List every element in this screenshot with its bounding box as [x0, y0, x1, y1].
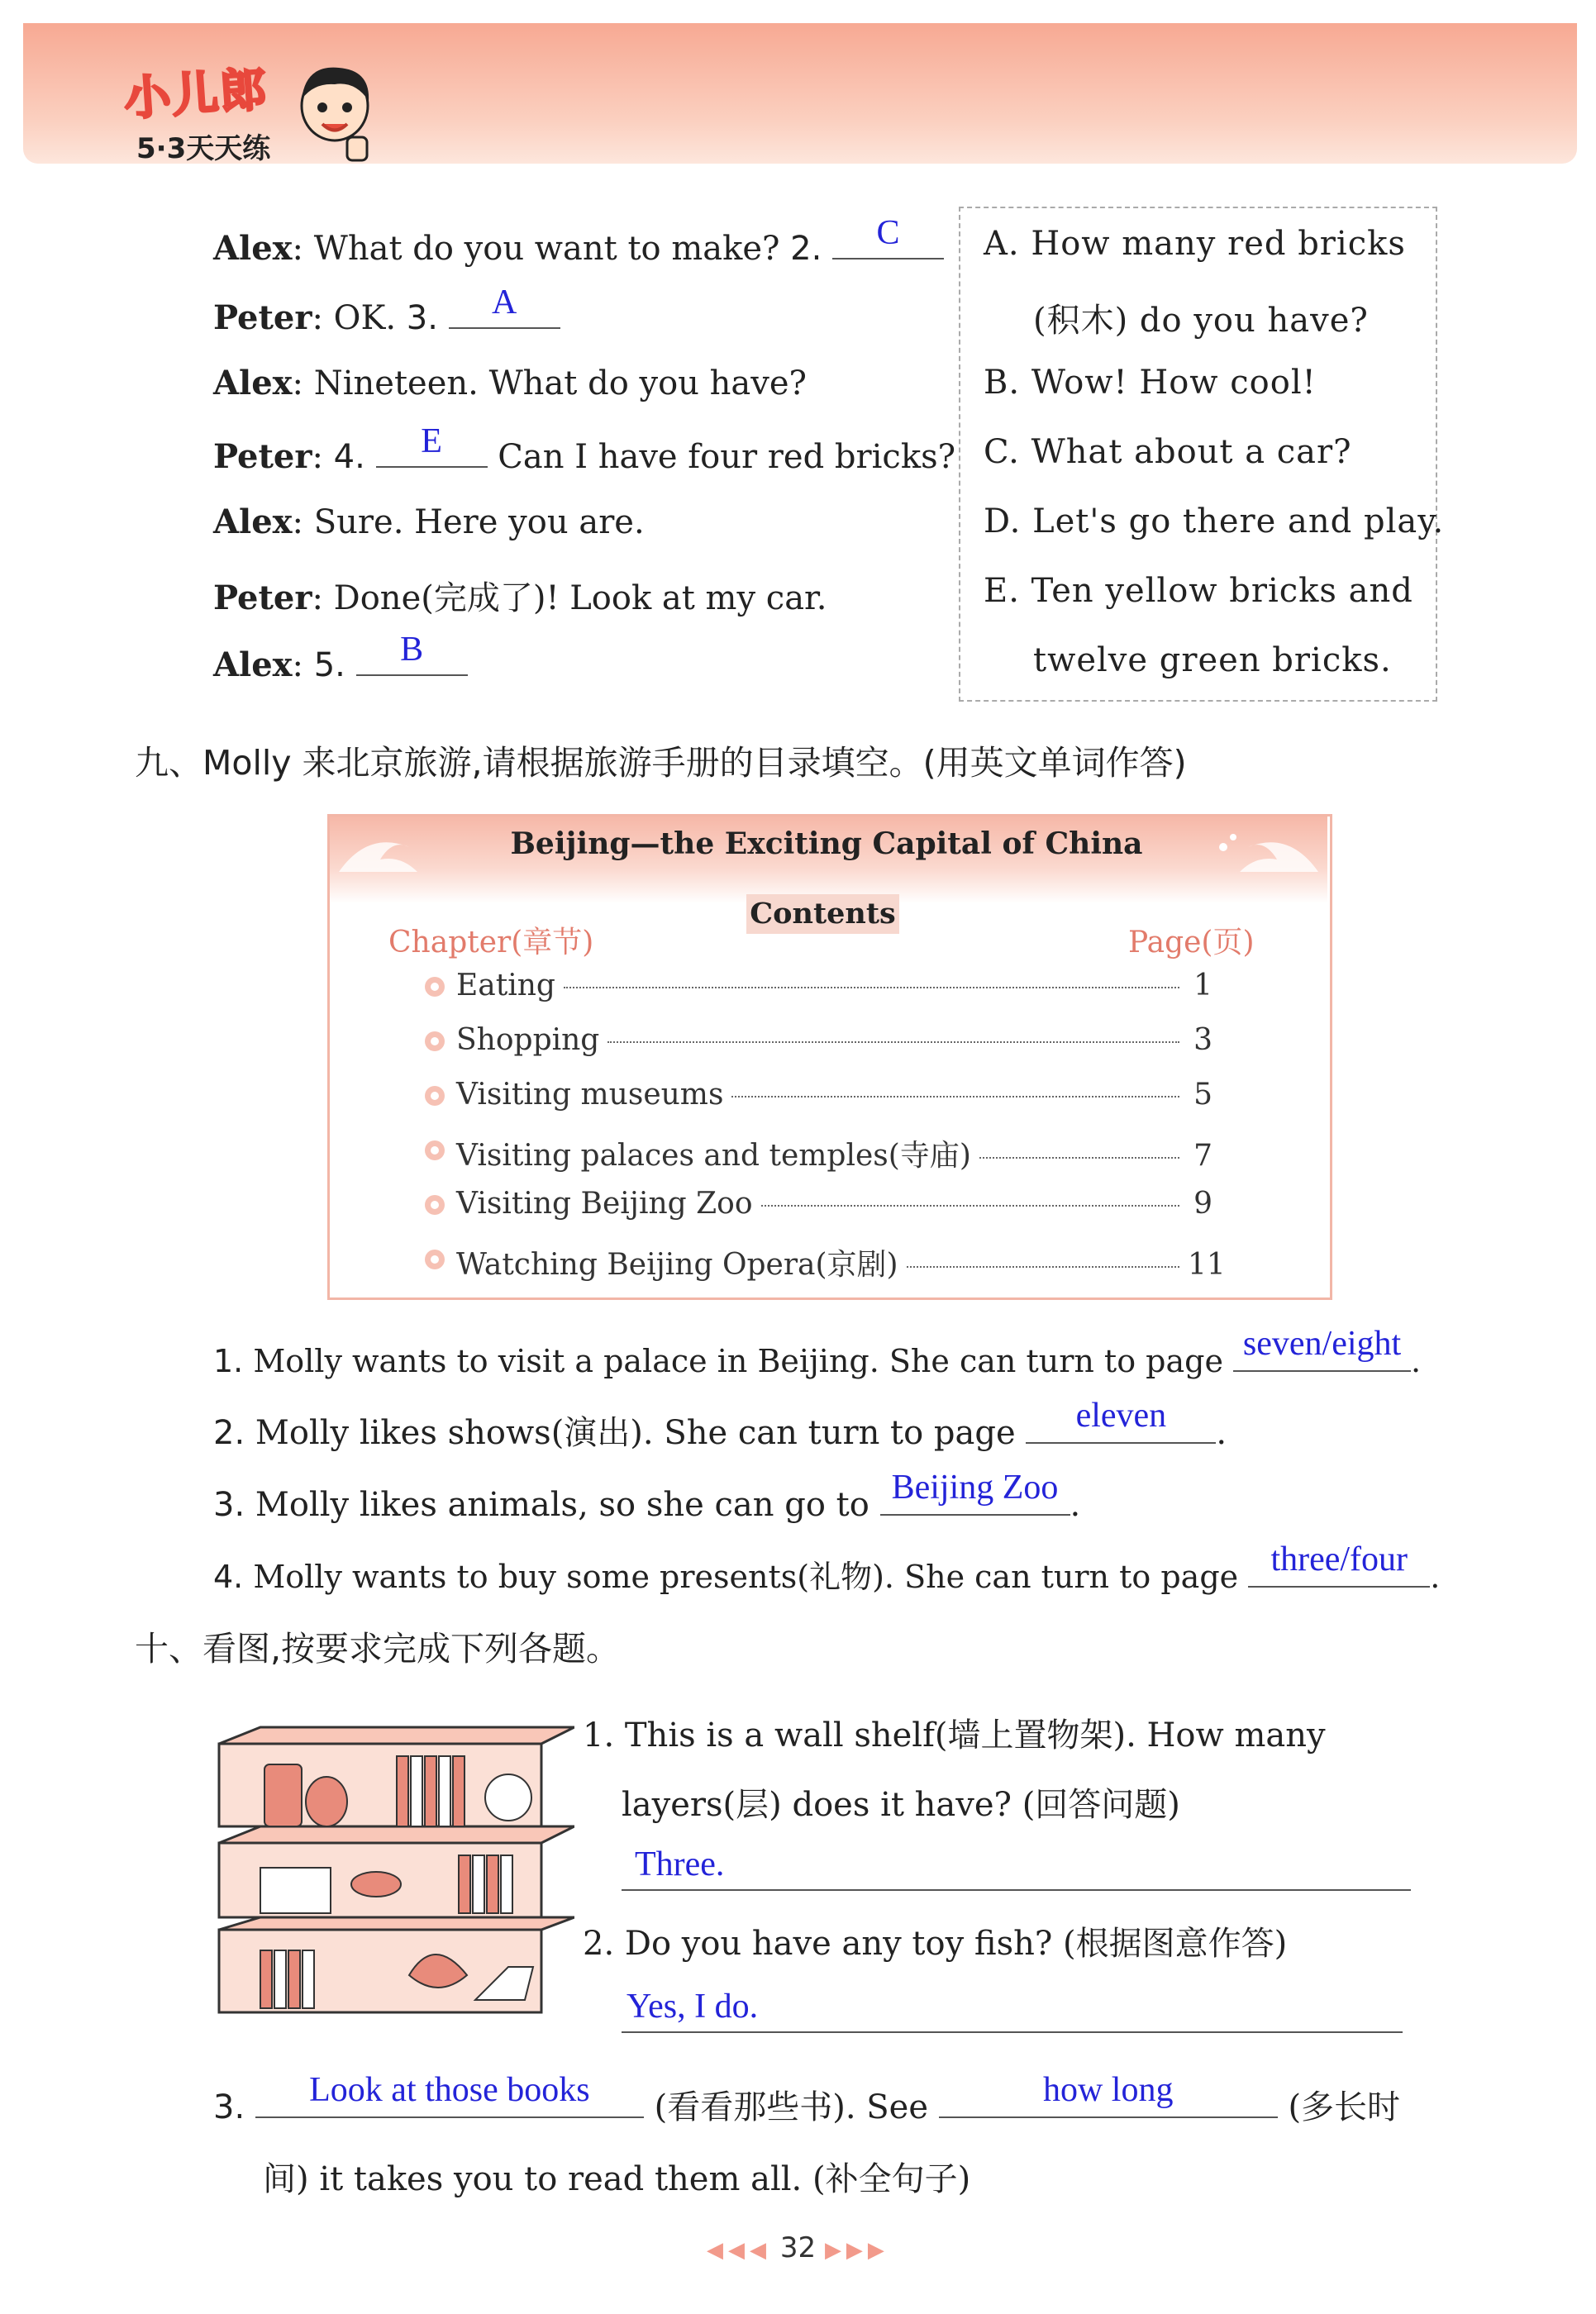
next-arrows-icon: ▶▶▶: [824, 2238, 889, 2263]
page-footer: [0, 2231, 1596, 2264]
contents-label: Contents: [746, 894, 899, 934]
s9-question-2: 2. Molly likes shows(演出). She can turn to page eleven .: [213, 1397, 1227, 1452]
bullet-icon: [423, 975, 446, 998]
answer-blank[interactable]: Beijing Zoo: [880, 1476, 1070, 1516]
answer-blank[interactable]: eleven: [1026, 1404, 1216, 1444]
toc-row[interactable]: Visiting palaces and temples(寺庙) 7: [456, 1132, 1212, 1174]
answer-blank[interactable]: A: [449, 294, 560, 329]
dialogue-line-4: Peter: 4. E Can I have four red bricks?: [213, 422, 956, 476]
s9-question-1: 1. Molly wants to visit a palace in Beijing. She can turn to page seven/eight .: [213, 1325, 1422, 1379]
option-b: B. Wow! How cool!: [984, 364, 1317, 402]
section-10-title: 十、看图,按要求完成下列各题。: [135, 1629, 621, 1669]
toc-title: Beijing—the Exciting Capital of China: [510, 826, 1143, 861]
s10-question-1-cont: layers(层) does it have? (回答问题): [622, 1786, 1180, 1824]
s10-question-3: 3. Look at those books (看看那些书). See how long (多长时: [213, 2071, 1401, 2126]
answer-blank[interactable]: Look at those books: [255, 2078, 644, 2118]
dialogue-line-7: Alex: 5. B: [213, 641, 468, 684]
answer-blank[interactable]: B: [356, 641, 468, 676]
page-label: Page(页): [1128, 926, 1255, 959]
dialogue-line-1: Alex: What do you want to make? 2. C: [213, 225, 944, 268]
s10-question-2: 2. Do you have any toy fish? (根据图意作答): [583, 1925, 1288, 1963]
answer-blank[interactable]: E: [376, 433, 488, 468]
section-9-title: 九、Molly 来北京旅游,请根据旅游手册的目录填空。(用英文单词作答): [135, 743, 1187, 783]
prev-arrows-icon: ◀◀◀: [707, 2238, 772, 2263]
chapter-label: Chapter(章节): [388, 926, 594, 959]
bullet-icon: [423, 1139, 446, 1162]
bullet-icon: [423, 1030, 446, 1053]
dialogue-line-5: Alex: Sure. Here you are.: [213, 502, 645, 541]
s10-question-1: 1. This is a wall shelf(墙上置物架). How many: [583, 1716, 1326, 1755]
option-c: C. What about a car?: [984, 433, 1352, 471]
dialogue-line-3: Alex: Nineteen. What do you have?: [213, 364, 807, 402]
answer-blank[interactable]: how long: [939, 2078, 1278, 2118]
option-d: D. Let's go there and play.: [984, 502, 1445, 540]
s9-question-4: 4. Molly wants to buy some presents(礼物). She can turn to page three/four .: [213, 1540, 1441, 1595]
option-e: E. Ten yellow bricks and: [984, 572, 1413, 610]
s10-question-3-cont: 间) it takes you to read them all. (补全句子): [263, 2160, 971, 2198]
answer-blank[interactable]: three/four: [1248, 1548, 1430, 1588]
option-a-cont: (积木) do you have?: [1033, 302, 1369, 340]
brand-subtitle: 5·3天天练: [136, 132, 271, 165]
mascot-icon: [289, 58, 380, 165]
bullet-icon: [423, 1084, 446, 1107]
toc-row[interactable]: Eating 1: [456, 969, 1212, 1002]
answer-line[interactable]: Yes, I do.: [622, 1977, 1403, 2033]
dialogue-line-6: Peter: Done(完成了)! Look at my car.: [213, 578, 827, 617]
bullet-icon: [423, 1248, 446, 1271]
s9-question-3: 3. Molly likes animals, so she can go to Beijing Zoo .: [213, 1469, 1081, 1524]
wall-shelf-illustration: [211, 1719, 574, 2025]
page-number: 32: [779, 2231, 817, 2264]
brand-logo: 小儿郎: [122, 62, 270, 126]
toc-row[interactable]: Visiting Beijing Zoo 9: [456, 1187, 1212, 1221]
answer-line[interactable]: Three.: [622, 1835, 1411, 1891]
bullet-icon: [423, 1193, 446, 1217]
option-e-cont: twelve green bricks.: [1033, 641, 1392, 679]
answer-blank[interactable]: seven/eight: [1233, 1332, 1411, 1372]
answer-blank[interactable]: C: [832, 225, 944, 259]
toc-row[interactable]: Watching Beijing Opera(京剧) 11: [456, 1241, 1212, 1283]
dialogue-line-2: Peter: OK. 3. A: [213, 294, 560, 337]
option-a: A. How many red bricks: [984, 225, 1406, 263]
toc-row[interactable]: Shopping 3: [456, 1023, 1212, 1057]
toc-row[interactable]: Visiting museums 5: [456, 1078, 1212, 1112]
